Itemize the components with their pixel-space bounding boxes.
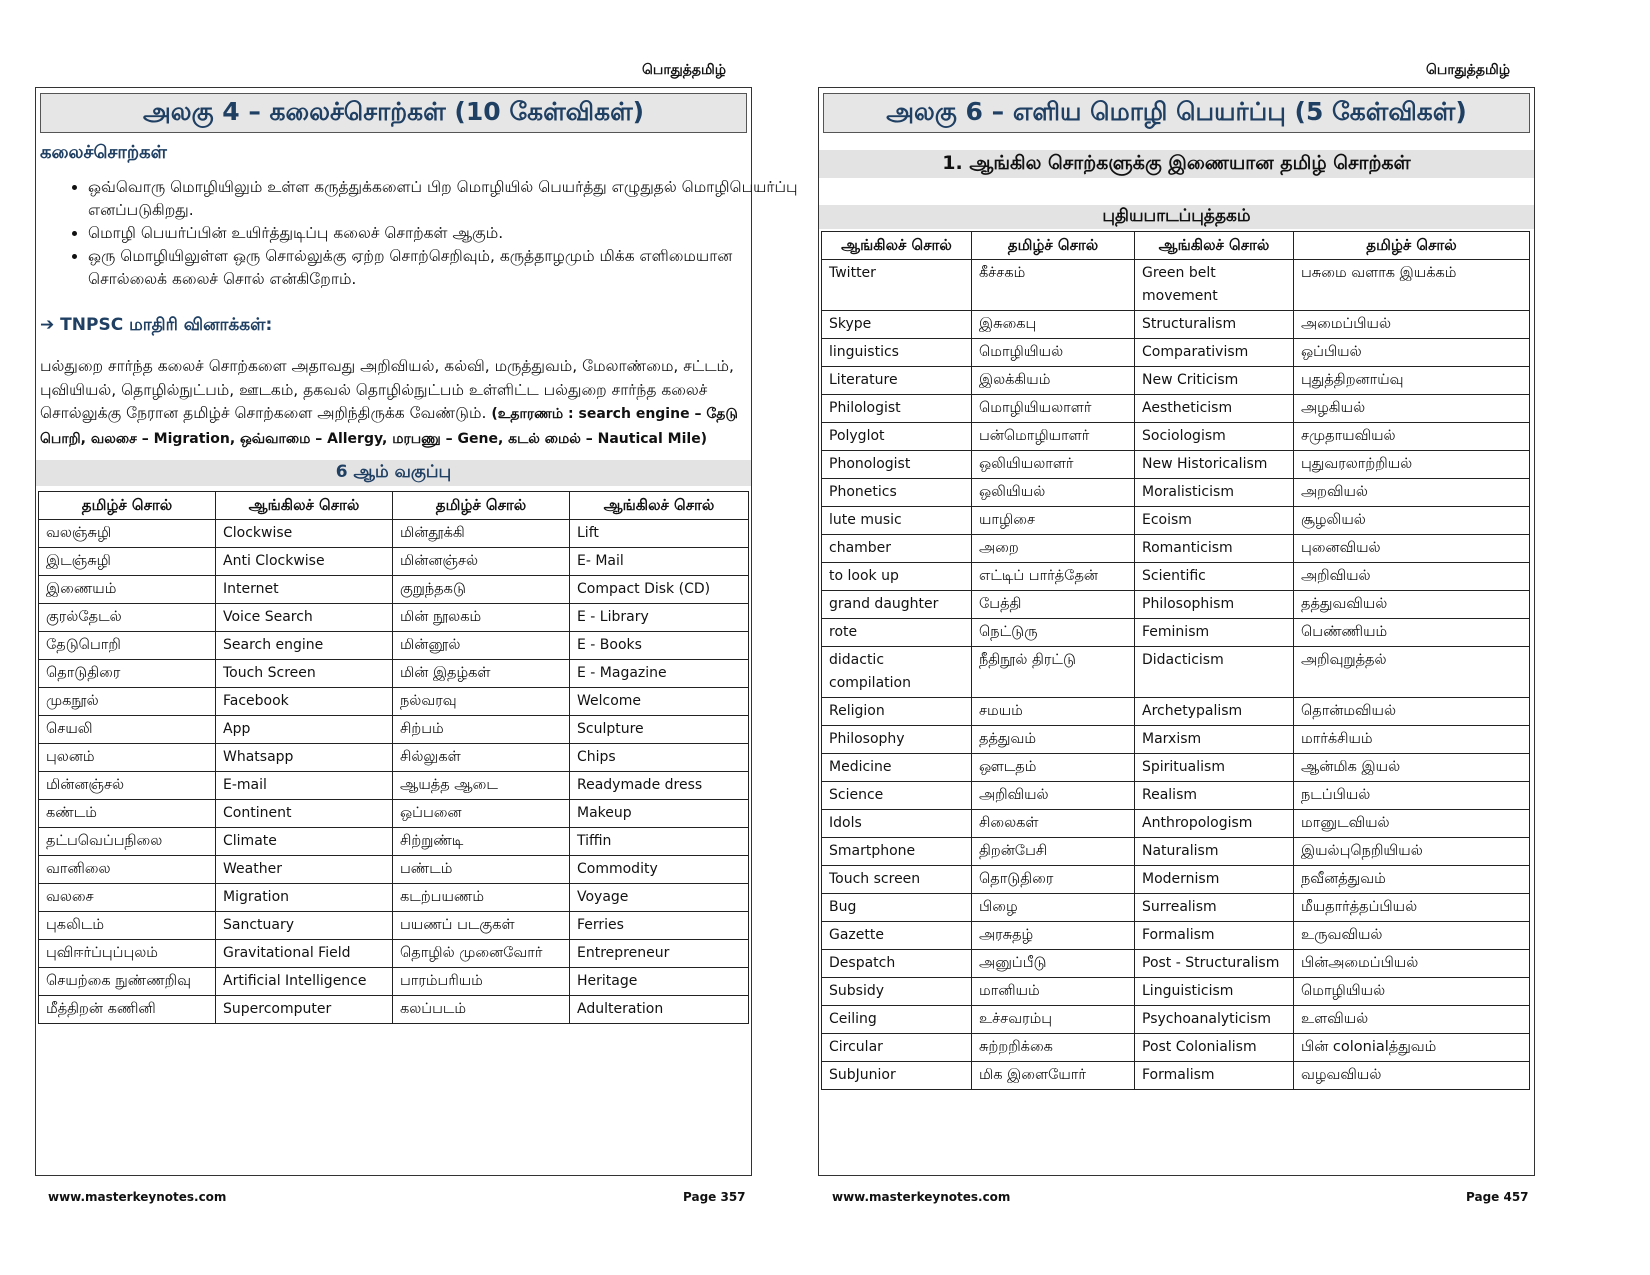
table-cell: Spiritualism (1135, 754, 1294, 782)
table-cell: SubJunior (822, 1062, 972, 1090)
table-cell: Voyage (570, 884, 749, 912)
table-cell: மார்க்சியம் (1294, 726, 1530, 754)
column-header: ஆங்கிலச் சொல் (216, 492, 393, 520)
table-cell: அனுப்பீடு (972, 950, 1135, 978)
table-row (39, 688, 749, 716)
table-row (822, 922, 1530, 950)
textbook-band: புதியபாடப்புத்தகம் (819, 205, 1534, 229)
table-cell: Smartphone (822, 838, 972, 866)
table-cell: எட்டிப் பார்த்தேன் (972, 563, 1135, 591)
table-cell: அறை (972, 535, 1135, 563)
table-cell: மீத்திறன் கணினி (39, 996, 216, 1024)
table-cell: Skype (822, 311, 972, 339)
table-cell: சூழலியல் (1294, 507, 1530, 535)
table-row (822, 423, 1530, 451)
table-cell: கீச்சகம் (972, 260, 1135, 311)
table-cell: Circular (822, 1034, 972, 1062)
table-cell: E - Magazine (570, 660, 749, 688)
table-cell: புகலிடம் (39, 912, 216, 940)
table-cell: Formalism (1135, 1062, 1294, 1090)
table-row (39, 856, 749, 884)
table-cell: Polyglot (822, 423, 972, 451)
table-cell: நவீனத்துவம் (1294, 866, 1530, 894)
table-row (39, 996, 749, 1024)
table-cell: Philosophy (822, 726, 972, 754)
table-cell: பயணப் படகுகள் (393, 912, 570, 940)
table-cell: வலசை (39, 884, 216, 912)
table-row (822, 810, 1530, 838)
table-row (39, 548, 749, 576)
table-cell: இடஞ்சுழி (39, 548, 216, 576)
table-cell: Despatch (822, 950, 972, 978)
table-cell: தொடுதிரை (972, 866, 1135, 894)
table-cell: Anthropologism (1135, 810, 1294, 838)
table-cell: பெண்ணியம் (1294, 619, 1530, 647)
table-row (39, 884, 749, 912)
column-header: ஆங்கிலச் சொல் (1135, 232, 1294, 260)
table-cell: அரசுதழ் (972, 922, 1135, 950)
table-cell: New Criticism (1135, 367, 1294, 395)
table-cell: கலப்படம் (393, 996, 570, 1024)
table-cell: இலக்கியம் (972, 367, 1135, 395)
table-row (822, 726, 1530, 754)
table-row (39, 716, 749, 744)
subtitle-band: 1. ஆங்கில சொற்களுக்கு இணையான தமிழ் சொற்கள் (819, 150, 1534, 178)
table-cell: Moralisticism (1135, 479, 1294, 507)
table-cell: Feminism (1135, 619, 1294, 647)
table-cell: Post - Structuralism (1135, 950, 1294, 978)
table-row (39, 912, 749, 940)
table-cell: யாழிசை (972, 507, 1135, 535)
table-cell: பின்அமைப்பியல் (1294, 950, 1530, 978)
table-cell: Readymade dress (570, 772, 749, 800)
table-cell: ஒப்பனை (393, 800, 570, 828)
table-cell: தட்பவெப்பநிலை (39, 828, 216, 856)
table-cell: Structuralism (1135, 311, 1294, 339)
table-cell: Didacticism (1135, 647, 1294, 698)
table-cell: Whatsapp (216, 744, 393, 772)
table-cell: Linguisticism (1135, 978, 1294, 1006)
table-row (39, 744, 749, 772)
table-row (822, 838, 1530, 866)
table-cell: Phonetics (822, 479, 972, 507)
table-cell: மின் இதழ்கள் (393, 660, 570, 688)
page-number: Page 357 (683, 1190, 746, 1204)
table-cell: மீயதார்த்தப்பியல் (1294, 894, 1530, 922)
table-cell: Climate (216, 828, 393, 856)
table-cell: Internet (216, 576, 393, 604)
table-cell: Adulteration (570, 996, 749, 1024)
table-cell: Ferries (570, 912, 749, 940)
table-cell: Medicine (822, 754, 972, 782)
table-row (822, 451, 1530, 479)
table-cell: புதுத்திறனாய்வு (1294, 367, 1530, 395)
column-header: தமிழ்ச் சொல் (39, 492, 216, 520)
table-cell: குறுந்தகடு (393, 576, 570, 604)
table-cell: Idols (822, 810, 972, 838)
table-row (822, 698, 1530, 726)
table-cell: மின்னஞ்சல் (39, 772, 216, 800)
table-cell: பேத்தி (972, 591, 1135, 619)
table-cell: Anti Clockwise (216, 548, 393, 576)
table-cell: Phonologist (822, 451, 972, 479)
table-cell: Philosophism (1135, 591, 1294, 619)
table-cell: Marxism (1135, 726, 1294, 754)
class-band: 6 ஆம் வகுப்பு (36, 460, 751, 486)
bullet-item: • ஒவ்வொரு மொழியிலும் உள்ள கருத்துக்களைப் பிற மொழியில் பெயர்த்து எழுதுதல் மொழிபெயர்ப்பு எனப்படுகிறது. (88, 176, 808, 222)
column-header: ஆங்கிலச் சொல் (822, 232, 972, 260)
table-cell: வழவவியல் (1294, 1062, 1530, 1090)
table-cell: rote (822, 619, 972, 647)
table-cell: Continent (216, 800, 393, 828)
table-row (822, 866, 1530, 894)
table-row (822, 978, 1530, 1006)
table-cell: நல்வரவு (393, 688, 570, 716)
table-cell: மின்தூக்கி (393, 520, 570, 548)
table-cell: Subsidy (822, 978, 972, 1006)
table-cell: சிற்றுண்டி (393, 828, 570, 856)
table-cell: சிலைகள் (972, 810, 1135, 838)
column-header: தமிழ்ச் சொல் (1294, 232, 1530, 260)
table-cell: இணையம் (39, 576, 216, 604)
question-heading: ➔ TNPSC மாதிரி வினாக்கள்: (40, 315, 273, 335)
table-cell: Migration (216, 884, 393, 912)
table-cell: E - Library (570, 604, 749, 632)
unit-title: அலகு 4 – கலைச்சொற்கள் (10 கேள்விகள்) (40, 93, 747, 133)
table-header-row (822, 232, 1530, 260)
table-cell: ஒப்பியல் (1294, 339, 1530, 367)
table-cell: Surrealism (1135, 894, 1294, 922)
table-cell: மின்னஞ்சல் (393, 548, 570, 576)
table-cell: Weather (216, 856, 393, 884)
bullet-item: • மொழி பெயர்ப்பின் உயிர்த்துடிப்பு கலைச் சொற்கள் ஆகும். (88, 222, 808, 245)
table-cell: Heritage (570, 968, 749, 996)
footer-url: www.masterkeynotes.com (48, 1190, 227, 1204)
table-cell: Gravitational Field (216, 940, 393, 968)
table-cell: திறன்பேசி (972, 838, 1135, 866)
table-cell: பாரம்பரியம் (393, 968, 570, 996)
table-cell: Ecoism (1135, 507, 1294, 535)
table-cell: தொடுதிரை (39, 660, 216, 688)
table-cell: இசுகைபு (972, 311, 1135, 339)
bullet-item: • ஒரு மொழியிலுள்ள ஒரு சொல்லுக்கு ஏற்ற சொற்செறிவும், கருத்தாழமும் மிக்க எளிமையான சொல்லைக் கலைச் சொல் என்கிறோம். (88, 245, 808, 291)
table-cell: Gazette (822, 922, 972, 950)
table-cell: மின் நூலகம் (393, 604, 570, 632)
table-cell: புவிஈர்ப்புப்புலம் (39, 940, 216, 968)
table-header-row (39, 492, 749, 520)
table-cell: Artificial Intelligence (216, 968, 393, 996)
table-cell: புனைவியல் (1294, 535, 1530, 563)
column-header: தமிழ்ச் சொல் (972, 232, 1135, 260)
table-row (39, 968, 749, 996)
table-cell: Literature (822, 367, 972, 395)
column-header: தமிழ்ச் சொல் (393, 492, 570, 520)
table-row (822, 339, 1530, 367)
table-row (822, 591, 1530, 619)
table-cell: பண்டம் (393, 856, 570, 884)
table-cell: மொழியியல் (972, 339, 1135, 367)
table-cell: Supercomputer (216, 996, 393, 1024)
table-cell: ஔடதம் (972, 754, 1135, 782)
table-cell: Sanctuary (216, 912, 393, 940)
table-cell: ஆன்மிக இயல் (1294, 754, 1530, 782)
table-cell: செயலி (39, 716, 216, 744)
table-cell: Post Colonialism (1135, 1034, 1294, 1062)
table-cell: உளவியல் (1294, 1006, 1530, 1034)
table-cell: உச்சவரம்பு (972, 1006, 1135, 1034)
table-cell: தத்துவம் (972, 726, 1135, 754)
table-cell: didactic compilation (822, 647, 972, 698)
table-row (822, 647, 1530, 698)
table-row (822, 619, 1530, 647)
table-cell: உருவவியல் (1294, 922, 1530, 950)
table-cell: Sociologism (1135, 423, 1294, 451)
table-cell: நடப்பியல் (1294, 782, 1530, 810)
table-cell: Green belt movement (1135, 260, 1294, 311)
table-cell: Archetypalism (1135, 698, 1294, 726)
table-cell: கடற்பயணம் (393, 884, 570, 912)
table-cell: சமுதாயவியல் (1294, 423, 1530, 451)
table-row (822, 894, 1530, 922)
table-cell: E - Books (570, 632, 749, 660)
table-cell: வலஞ்சுழி (39, 520, 216, 548)
table-row (822, 395, 1530, 423)
table-cell: மிக இளையோர் (972, 1062, 1135, 1090)
table-cell: Twitter (822, 260, 972, 311)
intro-paragraph (40, 355, 780, 451)
table-cell: பின் colonialத்துவம் (1294, 1034, 1530, 1062)
section-heading: கலைச்சொற்கள் (40, 142, 167, 163)
table-cell: E- Mail (570, 548, 749, 576)
table-cell: E-mail (216, 772, 393, 800)
table-cell: Philologist (822, 395, 972, 423)
table-cell: தேடுபொறி (39, 632, 216, 660)
column-header: ஆங்கிலச் சொல் (570, 492, 749, 520)
table-cell: மின்னூல் (393, 632, 570, 660)
table-row (822, 782, 1530, 810)
footer-url: www.masterkeynotes.com (832, 1190, 1011, 1204)
table-cell: முகநூல் (39, 688, 216, 716)
table-cell: Entrepreneur (570, 940, 749, 968)
table-cell: அறிவியல் (972, 782, 1135, 810)
table-cell: New Historicalism (1135, 451, 1294, 479)
content-frame (818, 87, 1535, 1176)
table-cell: Ceiling (822, 1006, 972, 1034)
table-cell: Tiffin (570, 828, 749, 856)
table-cell: Modernism (1135, 866, 1294, 894)
table-cell: Bug (822, 894, 972, 922)
table-cell: Formalism (1135, 922, 1294, 950)
table-cell: கண்டம் (39, 800, 216, 828)
table-cell: Romanticism (1135, 535, 1294, 563)
bullet-list (40, 176, 808, 291)
table-row (39, 800, 749, 828)
table-row (822, 311, 1530, 339)
table-cell: செயற்கை நுண்ணறிவு (39, 968, 216, 996)
table-cell: அழகியல் (1294, 395, 1530, 423)
table-cell: மொழியியல் (1294, 978, 1530, 1006)
table-row (822, 260, 1530, 311)
table-cell: அறிவியல் (1294, 563, 1530, 591)
table-cell: Voice Search (216, 604, 393, 632)
table-cell: பன்மொழியாளர் (972, 423, 1135, 451)
table-cell: மானியம் (972, 978, 1135, 1006)
table-cell: தொழில் முனைவோர் (393, 940, 570, 968)
table-cell: ஆயத்த ஆடை (393, 772, 570, 800)
right-page (825, 0, 1650, 1275)
table-cell: Naturalism (1135, 838, 1294, 866)
unit-title: அலகு 6 – எளிய மொழி பெயர்ப்பு (5 கேள்விகள்) (823, 93, 1530, 133)
table-cell: Touch Screen (216, 660, 393, 688)
table-cell: அமைப்பியல் (1294, 311, 1530, 339)
table-cell: linguistics (822, 339, 972, 367)
table-cell: Clockwise (216, 520, 393, 548)
table-row (822, 535, 1530, 563)
table-cell: ஒலியியலாளர் (972, 451, 1135, 479)
table-cell: Sculpture (570, 716, 749, 744)
table-row (39, 520, 749, 548)
table-row (39, 632, 749, 660)
table-cell: Touch screen (822, 866, 972, 894)
table-row (39, 772, 749, 800)
table-cell: lute music (822, 507, 972, 535)
table-cell: Commodity (570, 856, 749, 884)
table-row (822, 563, 1530, 591)
table-row (39, 828, 749, 856)
table-cell: Facebook (216, 688, 393, 716)
table-row (822, 1034, 1530, 1062)
table-cell: சிற்பம் (393, 716, 570, 744)
table-cell: Psychoanalyticism (1135, 1006, 1294, 1034)
table-cell: தொன்மவியல் (1294, 698, 1530, 726)
table-row (822, 367, 1530, 395)
table-row (822, 1062, 1530, 1090)
table-cell: Science (822, 782, 972, 810)
running-header: பொதுத்தமிழ் (642, 62, 727, 78)
table-cell: புதுவரலாற்றியல் (1294, 451, 1530, 479)
page-number: Page 457 (1466, 1190, 1529, 1204)
table-row (822, 507, 1530, 535)
table-cell: அறிவுறுத்தல் (1294, 647, 1530, 698)
table-row (39, 576, 749, 604)
table-cell: Scientific (1135, 563, 1294, 591)
table-cell: மொழியியலாளர் (972, 395, 1135, 423)
running-header: பொதுத்தமிழ் (1426, 62, 1511, 78)
content-frame (35, 87, 798, 1176)
example-text: (உதாரணம் : search engine – தேடு பொறி, வலசை – Migration, ஒவ்வாமை – Allergy, மரபணு – Gene, கடல் மைல் – Nautical Mile) (40, 406, 738, 447)
table-cell: நீதிநூல் திரட்டு (972, 647, 1135, 698)
vocab-table (821, 231, 1530, 1090)
table-cell: புலனம் (39, 744, 216, 772)
table-cell: Aestheticism (1135, 395, 1294, 423)
table-cell: இயல்புநெறியியல் (1294, 838, 1530, 866)
table-cell: மானுடவியல் (1294, 810, 1530, 838)
table-cell: grand daughter (822, 591, 972, 619)
table-cell: to look up (822, 563, 972, 591)
table-row (39, 660, 749, 688)
table-cell: Welcome (570, 688, 749, 716)
table-cell: சுற்றறிக்கை (972, 1034, 1135, 1062)
table-cell: பசுமை வளாக இயக்கம் (1294, 260, 1530, 311)
table-cell: Chips (570, 744, 749, 772)
table-cell: chamber (822, 535, 972, 563)
vocab-table (38, 491, 749, 1024)
table-cell: தத்துவவியல் (1294, 591, 1530, 619)
table-row (39, 604, 749, 632)
table-cell: வானிலை (39, 856, 216, 884)
table-cell: Lift (570, 520, 749, 548)
table-row (822, 950, 1530, 978)
table-cell: App (216, 716, 393, 744)
table-cell: Compact Disk (CD) (570, 576, 749, 604)
table-row (822, 479, 1530, 507)
table-cell: Religion (822, 698, 972, 726)
table-cell: Realism (1135, 782, 1294, 810)
table-cell: அறவியல் (1294, 479, 1530, 507)
table-cell: சமயம் (972, 698, 1135, 726)
table-cell: ஒலியியல் (972, 479, 1135, 507)
table-cell: பிழை (972, 894, 1135, 922)
table-cell: குரல்தேடல் (39, 604, 216, 632)
table-row (822, 1006, 1530, 1034)
table-cell: சில்லுகள் (393, 744, 570, 772)
table-cell: Search engine (216, 632, 393, 660)
table-cell: நெட்டுரு (972, 619, 1135, 647)
paragraph-text: பல்துறை சார்ந்த கலைச் சொற்களை அதாவது அறிவியல், கல்வி, மருத்துவம், மேலாண்மை, சட்டம், புவியியல், தொழில்நுட்பம், ஊடகம், தகவல் தொழில்நுட்பம் உள்ளிட்ட பல்துறை சார்ந்த கலைச் சொல்லுக்கு நேரான தமிழ்ச் சொற்களை அறிந்திருக்க வேண்டும். (40, 357, 734, 422)
table-row (39, 940, 749, 968)
table-cell: Makeup (570, 800, 749, 828)
table-cell: Comparativism (1135, 339, 1294, 367)
table-row (822, 754, 1530, 782)
